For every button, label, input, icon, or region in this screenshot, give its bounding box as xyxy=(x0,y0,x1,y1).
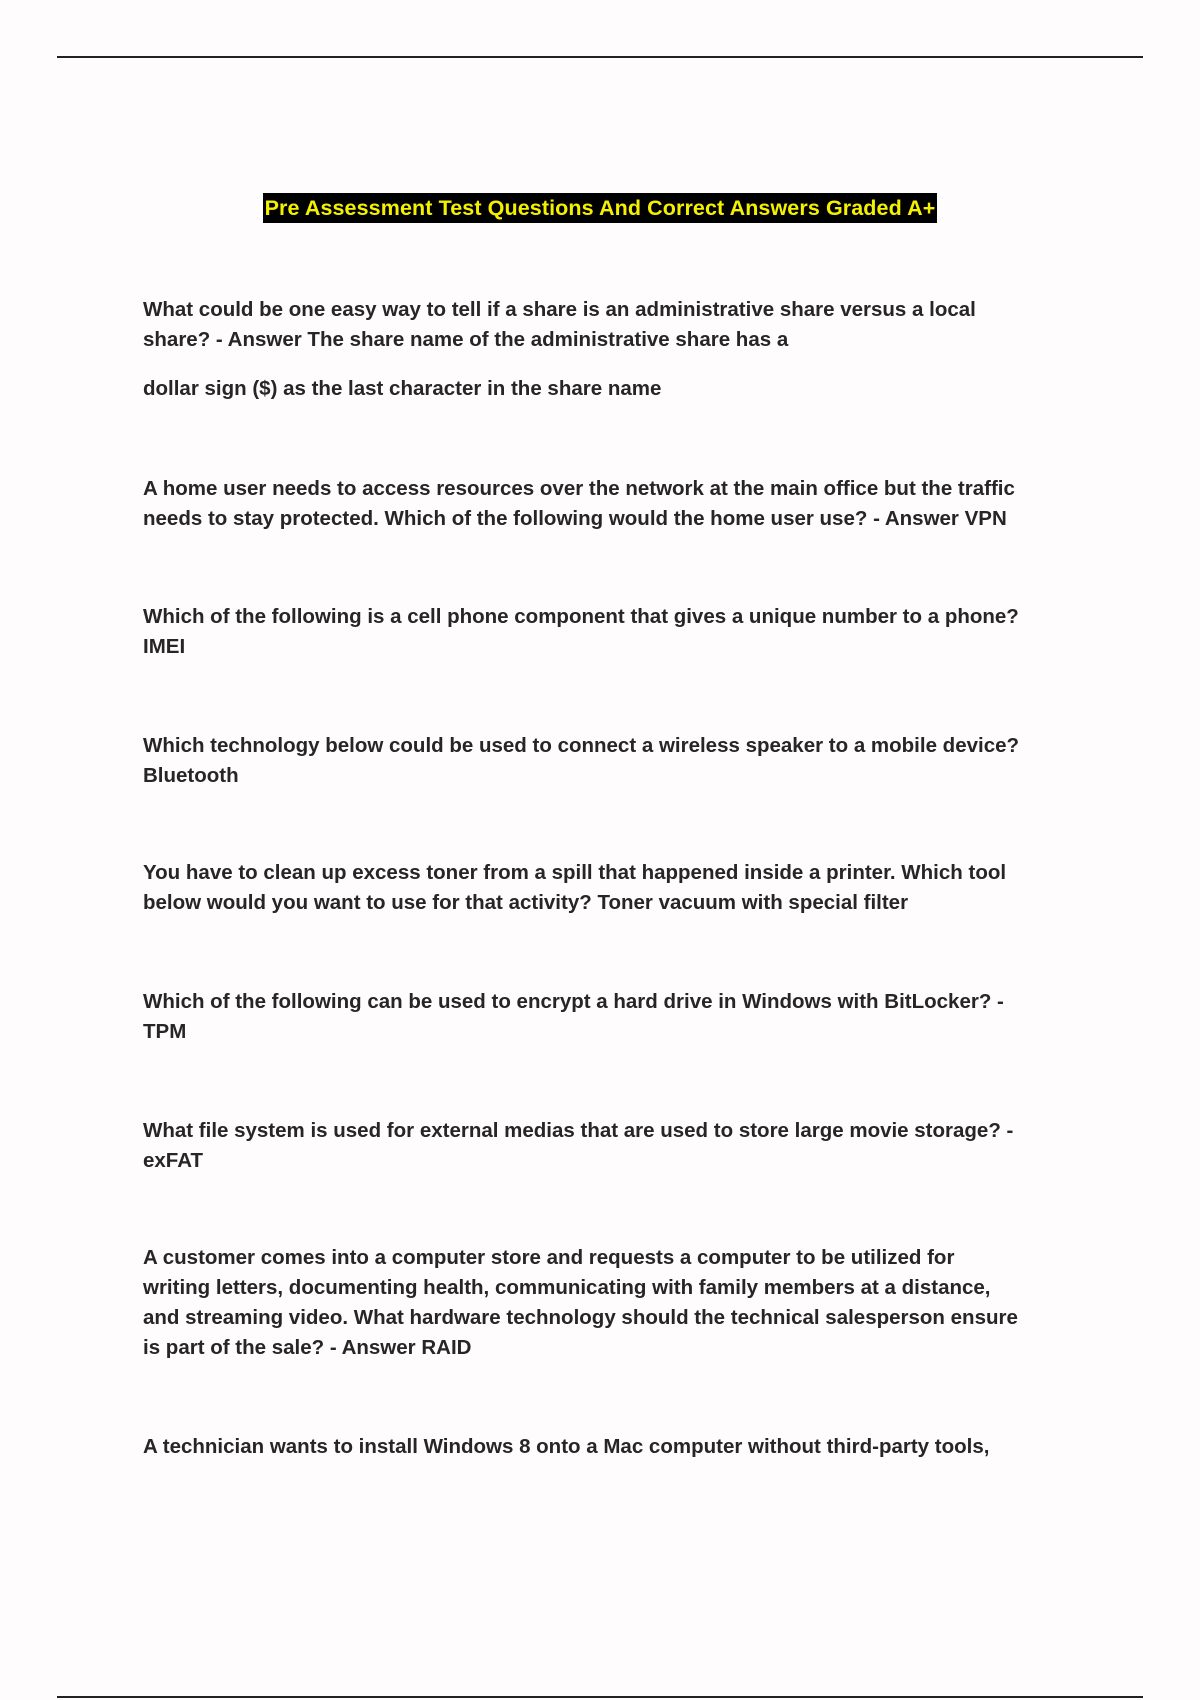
title-container xyxy=(0,193,1200,223)
qa-paragraph-4 xyxy=(143,602,1103,662)
text-line: Which of the following can be used to encrypt a hard drive in Windows with BitLocker? - xyxy=(143,990,1004,1013)
qa-paragraph-8 xyxy=(143,1116,1103,1176)
qa-paragraph-2 xyxy=(143,374,1103,404)
text-line: Which of the following is a cell phone component that gives a unique number to a phone? xyxy=(143,605,1019,628)
document-title: Pre Assessment Test Questions And Correct Answers Graded A+ xyxy=(263,193,938,223)
text-line: below would you want to use for that activity? Toner vacuum with special filter xyxy=(143,891,909,914)
text-line: exFAT xyxy=(143,1149,203,1172)
text-line: What could be one easy way to tell if a share is an administrative share versus a local xyxy=(143,298,976,321)
text-line: share? - Answer The share name of the administrative share has a xyxy=(143,328,789,351)
bottom-rule xyxy=(57,1696,1143,1698)
text-line: What file system is used for external medias that are used to store large movie storage? - xyxy=(143,1119,1014,1142)
text-line: is part of the sale? - Answer RAID xyxy=(143,1336,472,1359)
text-line: Which technology below could be used to connect a wireless speaker to a mobile device? xyxy=(143,734,1020,757)
text-line: A home user needs to access resources over the network at the main office but the traffic xyxy=(143,477,1015,500)
qa-paragraph-10 xyxy=(143,1432,1103,1462)
qa-paragraph-7 xyxy=(143,987,1103,1047)
text-line: Bluetooth xyxy=(143,764,239,787)
qa-paragraph-5 xyxy=(143,731,1103,791)
qa-paragraph-1 xyxy=(143,295,1103,355)
qa-paragraph-9 xyxy=(143,1243,1103,1363)
text-line: A technician wants to install Windows 8 onto a Mac computer without third-party tools, xyxy=(143,1435,990,1458)
text-line: A customer comes into a computer store and requests a computer to be utilized for xyxy=(143,1246,955,1269)
text-line: writing letters, documenting health, communicating with family members at a distance, xyxy=(143,1276,991,1299)
text-line: and streaming video. What hardware technology should the technical salesperson ensure xyxy=(143,1306,1018,1329)
qa-paragraph-6 xyxy=(143,858,1103,918)
text-line: TPM xyxy=(143,1020,187,1043)
text-line: dollar sign ($) as the last character in the share name xyxy=(143,377,662,400)
top-rule xyxy=(57,56,1143,58)
qa-paragraph-3 xyxy=(143,474,1103,534)
text-line: You have to clean up excess toner from a spill that happened inside a printer. Which tool xyxy=(143,861,1007,884)
text-line: needs to stay protected. Which of the following would the home user use? - Answer VPN xyxy=(143,507,1007,530)
text-line: IMEI xyxy=(143,635,186,658)
